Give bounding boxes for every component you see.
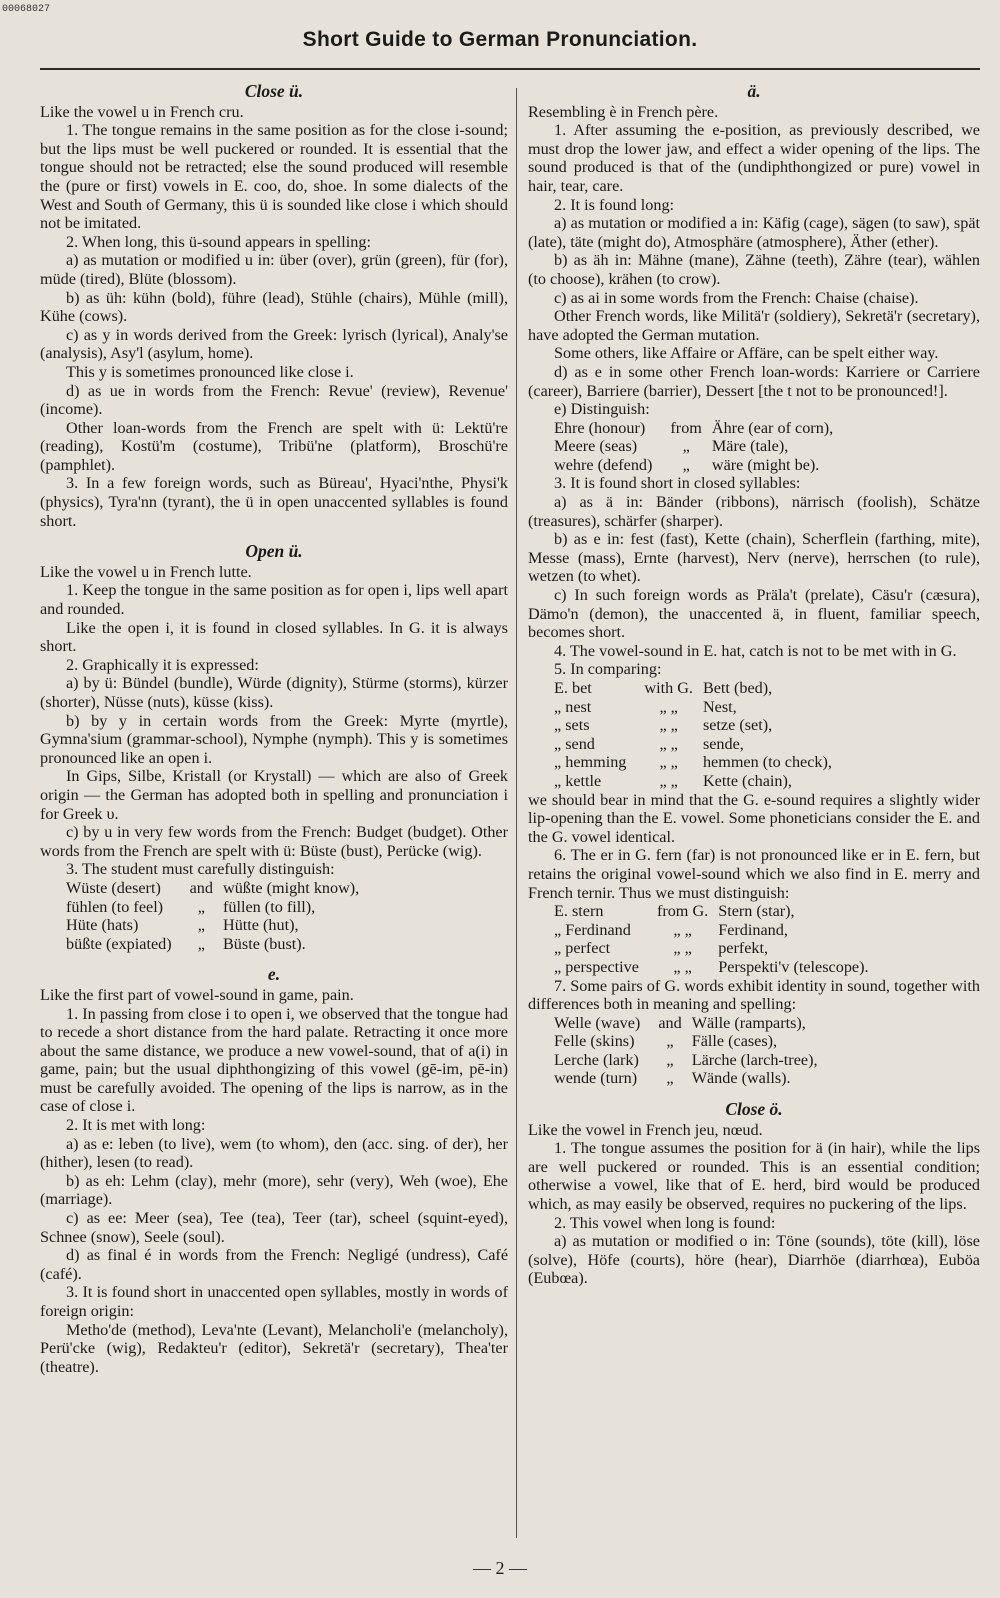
- connector-cell: „: [197, 934, 205, 953]
- connector-cell: „: [666, 1032, 674, 1051]
- word-cell: Stern (star),: [718, 902, 795, 921]
- paragraph: 1. The tongue assumes the position for ä (in hair), while the lips are well puckered or rounded. This is an essential condition; otherwise a vowel, like that of E. herd, bird would be produced which, as may easily be observed, requires no puckering of the lips.: [528, 1139, 980, 1214]
- paragraph: 2. It is found long:: [554, 195, 675, 214]
- header-rule: [40, 68, 980, 70]
- word-cell: wehre (defend): [554, 455, 653, 474]
- word-cell: Meere (seas): [554, 437, 638, 456]
- paragraph: 4. The vowel-sound in E. hat, catch is not to be met with in G.: [554, 641, 957, 660]
- word-cell: „ hemming: [554, 753, 627, 772]
- section-title-close-u: Close ü.: [244, 81, 304, 101]
- word-cell: Felle (skins): [554, 1032, 635, 1051]
- word-cell: „ kettle: [554, 771, 602, 790]
- word-cell: Bett (bed),: [702, 679, 773, 697]
- word-cell: „ perfect: [554, 939, 611, 958]
- section-title-a-umlaut: ä.: [747, 81, 761, 101]
- comparing-table: [554, 679, 844, 791]
- paragraph: c) as ai in some words from the French: Chaise (chaise).: [554, 288, 919, 307]
- connector-cell: „: [682, 437, 690, 456]
- paragraph: b) by y in certain words from the Greek: Myrte (myrtle), Gymna'sium (grammar-school), Nymphe (nymph). This y is sometimes pronounced like an open i.: [40, 711, 508, 767]
- table-row: [554, 679, 844, 698]
- connector-cell: from G.: [656, 902, 709, 921]
- table-row: [554, 716, 844, 735]
- paragraph: In Gips, Silbe, Kristall (or Krystall) — which are also of Greek origin — the German has adopted both in spelling and pronunciation i for Greek υ.: [40, 767, 508, 823]
- connector-cell: „ „: [673, 920, 692, 939]
- identity-table: [554, 1014, 830, 1088]
- paragraph: a) as ä in: Bänder (ribbons), närrisch (foolish), Schätze (treasures), schärfer (sharper).: [528, 493, 980, 530]
- table-row: [554, 939, 881, 958]
- table-row: [554, 437, 845, 456]
- section-subtitle-e: Like the first part of vowel-sound in game, pain.: [40, 985, 354, 1004]
- word-cell: „ nest: [554, 697, 592, 716]
- connector-cell: „: [197, 916, 205, 935]
- distinguish-table-a: [554, 419, 845, 475]
- connector-cell: „ „: [659, 734, 678, 753]
- table-row: [554, 735, 844, 754]
- paragraph: Other French words, like Militä'r (soldiery), Sekretä'r (secretary), have adopted the German mutation.: [528, 307, 980, 344]
- paragraph: 2. This vowel when long is found:: [554, 1213, 776, 1232]
- distinguish-table-u: [66, 879, 371, 953]
- paragraph: c) In such foreign words as Präla't (prelate), Cäsu'r (cæsura), Dämo'n (demon), the unaccented ä, in fluent, familiar speech, becomes short.: [528, 586, 980, 642]
- word-cell: Nest,: [702, 697, 737, 716]
- connector-cell: „: [666, 1069, 674, 1088]
- connector-cell: and: [658, 1013, 682, 1032]
- word-cell: hemmen (to check),: [702, 753, 832, 772]
- paragraph: 6. The er in G. fern (far) is not pronounced like er in E. fern, but retains the original vowel-sound which we also find in E. merry and French ternir. Thus we must distinguish:: [528, 846, 980, 902]
- paragraph: 7. Some pairs of G. words exhibit identity in sound, together with differences both in meaning and spelling:: [528, 976, 980, 1014]
- word-cell: „ sets: [554, 716, 590, 735]
- table-row: [554, 772, 844, 791]
- paragraph: Other loan-words from the French are spelt with ü: Lektü're (reading), Kostü'm (costume), Tribü'ne (platform), Broschü're (pamphlet).: [40, 418, 508, 474]
- word-cell: wäre (might be).: [711, 455, 820, 474]
- paragraph: d) as final é in words from the French: Negligé (undress), Café (café).: [40, 1246, 508, 1283]
- word-cell: Lerche (lark): [554, 1050, 639, 1069]
- paragraph: 1. After assuming the e-position, as previously described, we must drop the lower jaw, and effect a wider opening of the lips. The sound produced is that of the (undiphthongized or pure) vowel in hair, tear, care.: [528, 121, 980, 195]
- table-row: [554, 921, 881, 940]
- paragraph: 1. Keep the tongue in the same position as for open i, lips well apart and rounded.: [40, 581, 508, 619]
- word-cell: setze (set),: [702, 716, 773, 735]
- table-row: [554, 456, 845, 475]
- word-cell: wüßte (might know),: [223, 878, 360, 897]
- connector-cell: „ „: [659, 697, 678, 716]
- word-cell: E. bet: [554, 679, 592, 697]
- paragraph: we should bear in mind that the G. e-sound requires a slightly wider lip-opening than the E. vowel. Some phoneticians consider the E. and the G. vowel identical.: [528, 790, 980, 846]
- word-cell: Büste (bust).: [223, 934, 306, 953]
- connector-cell: „ „: [659, 753, 678, 772]
- table-row: [554, 753, 844, 772]
- paragraph: 1. In passing from close i to open i, we observed that the tongue had to recede a short distance from the hard palate. Retracting it once more about the same distance, we produce a new vowel-sound, that of a(i) in game, pain; but the usual diphthongizing of this vowel (gē-im, pē-in) must be carefully avoided. The opening of the lips is narrow, as in the case of close i.: [40, 1004, 508, 1116]
- paragraph: c) as y in words derived from the Greek: lyrisch (lyrical), Analy'se (analysis), Asy'l (asylum, home).: [40, 325, 508, 363]
- page-title: Short Guide to German Pronunciation.: [302, 28, 698, 51]
- word-cell: E. stern: [554, 902, 604, 921]
- paragraph: b) as üh: kühn (bold), führe (lead), Stühle (chairs), Mühle (mill), Kühe (cows).: [40, 288, 508, 326]
- paragraph: Metho'de (method), Leva'nte (Levant), Melancholi'e (melancholy), Perü'cke (wig), Redakteu'r (editor), Sekretä'r (secretary), Thea'ter (theatre).: [40, 1320, 508, 1376]
- word-cell: Wälle (ramparts),: [691, 1013, 806, 1032]
- paragraph: b) as eh: Lehm (clay), mehr (more), sehr (very), Weh (woe), Ehe (marriage).: [40, 1171, 508, 1209]
- table-row: [66, 898, 371, 917]
- word-cell: perfekt,: [718, 939, 769, 958]
- paragraph: 2. When long, this ü-sound appears in spelling:: [66, 232, 371, 251]
- table-row: [554, 958, 881, 977]
- connector-cell: „: [666, 1050, 674, 1069]
- section-subtitle-open-u: Like the vowel u in French lutte.: [40, 562, 252, 581]
- word-cell: Ähre (ear of corn),: [711, 418, 834, 437]
- distinguish-table-er: [554, 902, 881, 976]
- section-title-e: e.: [267, 964, 281, 985]
- paragraph: c) as ee: Meer (sea), Tee (tea), Teer (tar), scheel (squint-eyed), Schnee (snow), Seele (soul).: [40, 1209, 508, 1246]
- section-title-open-u: Open ü.: [245, 541, 303, 562]
- connector-cell: „ „: [659, 771, 678, 790]
- table-row: [554, 698, 844, 717]
- page-id: 00068027: [2, 4, 51, 15]
- connector-cell: and: [189, 878, 213, 897]
- word-cell: Hütte (hut),: [223, 916, 299, 935]
- table-row: [554, 1032, 830, 1051]
- table-row: [554, 419, 845, 438]
- connector-cell: „ „: [659, 716, 678, 735]
- word-cell: „ send: [554, 734, 595, 753]
- paragraph: b) as e in: fest (fast), Kette (chain), Scherflein (farthing, mite), Messe (mass), Ernte (harvest), Nerv (nerve), herrschen (to rule), wetzen (to whet).: [528, 530, 980, 586]
- word-cell: Kette (chain),: [702, 771, 792, 790]
- connector-cell: „ „: [673, 939, 692, 958]
- word-cell: Welle (wave): [554, 1013, 641, 1032]
- table-row: [66, 916, 371, 935]
- word-cell: Wände (walls).: [691, 1069, 791, 1088]
- paragraph: This y is sometimes pronounced like close i.: [66, 362, 354, 381]
- right-column: [528, 78, 980, 1544]
- paragraph: b) as äh in: Mähne (mane), Zähne (teeth), Zähre (tear), wählen (to choose), krähen (to crow).: [528, 251, 980, 288]
- table-row: [66, 935, 371, 954]
- word-cell: „ Ferdinand: [554, 920, 631, 939]
- paragraph: d) as ue in words from the French: Revue' (review), Revenue' (income).: [40, 381, 508, 419]
- connector-cell: with G.: [644, 679, 693, 697]
- word-cell: büßte (expiated): [66, 934, 172, 953]
- table-row: [554, 1051, 830, 1070]
- paragraph: a) as e: leben (to live), wem (to whom), den (acc. sing. of der), her (hither), lesen (to read).: [40, 1134, 508, 1172]
- word-cell: sende,: [702, 734, 744, 753]
- section-title-close-o: Close ö.: [725, 1099, 783, 1120]
- table-row: [554, 1014, 830, 1033]
- paragraph: a) as mutation or modified a in: Käfig (cage), sägen (to saw), spät (late), täte (might do), Atmosphäre (atmosphere), Äther (ether).: [528, 214, 980, 251]
- connector-cell: „ „: [673, 957, 692, 976]
- section-subtitle-a-umlaut: Resembling è in French père.: [528, 102, 719, 121]
- paragraph: 1. The tongue remains in the same position as for the close i-sound; but the lips must be well puckered or rounded. It is essential that the tongue should not be retracted; else the sound produced will resemble the (pure or first) vowels in E. coo, do, shoe. In some dialects of the West and South of Germany, this ü is sounded like close i which should not be imitated.: [40, 121, 508, 233]
- paragraph: Like the open i, it is found in closed syllables. In G. it is always short.: [40, 618, 508, 656]
- word-cell: Fälle (cases),: [691, 1032, 778, 1051]
- word-cell: Perspekti'v (telescope).: [718, 957, 869, 976]
- paragraph: a) by ü: Bündel (bundle), Würde (dignity), Stürme (storms), kürzer (shorter), Nüsse (nuts), küsse (kiss).: [40, 674, 508, 711]
- paragraph: 5. In comparing:: [554, 660, 662, 679]
- word-cell: fühlen (to feel): [66, 897, 164, 916]
- word-cell: füllen (to fill),: [223, 897, 316, 916]
- word-cell: Ehre (honour): [554, 418, 646, 437]
- left-column: [40, 78, 508, 1544]
- word-cell: Wüste (desert): [66, 878, 161, 897]
- connector-cell: „: [197, 897, 205, 916]
- word-cell: Hüte (hats): [66, 916, 139, 935]
- word-cell: wende (turn): [554, 1069, 638, 1088]
- word-cell: Märe (tale),: [711, 437, 789, 456]
- paragraph: a) as mutation or modified u in: über (over), grün (green), für (for), müde (tired), Blüte (blossom).: [40, 251, 508, 288]
- table-row: [554, 1069, 830, 1088]
- paragraph: e) Distinguish:: [554, 400, 650, 419]
- paragraph: 3. It is found short in unaccented open syllables, mostly in words of foreign origin:: [40, 1283, 508, 1320]
- paragraph: a) as mutation or modified o in: Töne (sounds), töte (kill), löse (solve), Höfe (courts), höre (hear), Diarrhöe (diarrhœa), Euböa (Eubœa).: [528, 1232, 980, 1288]
- section-subtitle-close-u: Like the vowel u in French cru.: [40, 102, 244, 121]
- paragraph: 3. The student must carefully distinguish:: [66, 860, 335, 879]
- paragraph: 3. In a few foreign words, such as Büreau', Hyaci'nthe, Physi'k (physics), Tyra'nn (tyrant), the ü in open unaccented syllables is found short.: [40, 474, 508, 530]
- word-cell: Ferdinand,: [718, 920, 788, 939]
- connector-cell: „: [682, 455, 690, 474]
- word-cell: „ perspective: [554, 957, 639, 976]
- paragraph: c) by u in very few words from the French: Budget (budget). Other words from the French are spelt with ü: Büste (bust), Perücke (wig).: [40, 823, 508, 860]
- table-row: [554, 902, 881, 921]
- word-cell: Lärche (larch-tree),: [691, 1050, 818, 1069]
- paragraph: 2. It is met with long:: [66, 1116, 206, 1135]
- page-number: — 2 —: [473, 1558, 527, 1578]
- connector-cell: from: [670, 418, 702, 437]
- column-divider: [516, 88, 517, 1538]
- table-row: [66, 879, 371, 898]
- paragraph: 2. Graphically it is expressed:: [66, 655, 259, 674]
- paragraph: 3. It is found short in closed syllables:: [554, 474, 801, 493]
- paragraph: d) as e in some other French loan-words: Karriere or Carriere (career), Barriere (barrier), Dessert [the t not to be pronounced!].: [528, 362, 980, 400]
- paragraph: Some others, like Affaire or Affäre, can be spelt either way.: [554, 344, 939, 363]
- section-subtitle-close-o: Like the vowel in French jeu, nœud.: [528, 1120, 763, 1139]
